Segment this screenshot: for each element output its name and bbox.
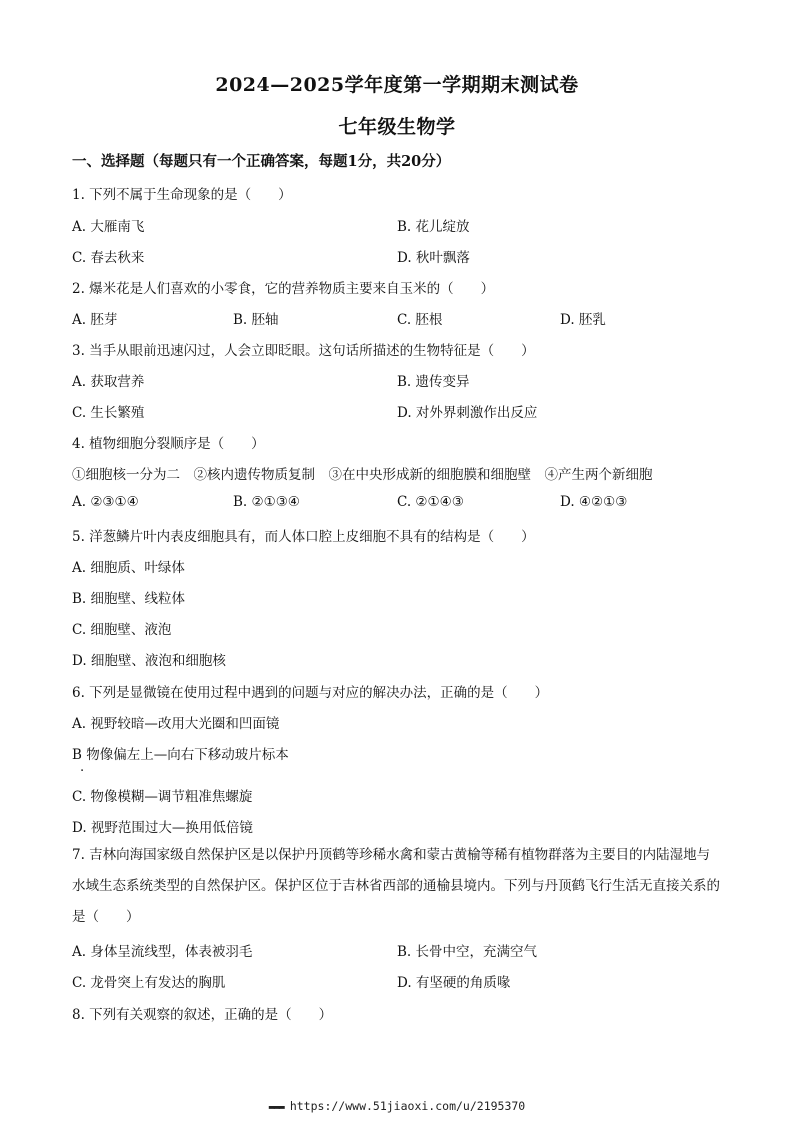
q7-option-b: B. 长骨中空，充满空气 (397, 944, 538, 960)
footer-url[interactable]: https://www.51jiaoxi.com/u/2195370 (289, 1099, 526, 1113)
q7-option-a: A. 身体呈流线型，体表被羽毛 (72, 944, 253, 960)
q7-option-d: D. 有坚硬的角质喙 (397, 975, 511, 991)
q4-steps: ①细胞核一分为二 ②核内遗传物质复制 ③在中央形成新的细胞膜和细胞壁 ④产生两个新细胞 (72, 467, 653, 483)
q5-option-a: A. 细胞质、叶绿体 (72, 560, 185, 576)
q5-option-d: D. 细胞壁、液泡和细胞核 (72, 653, 226, 669)
q3-option-d: D. 对外界刺激作出反应 (397, 405, 538, 421)
question-5-stem: 5. 洋葱鳞片叶内表皮细胞具有，而人体口腔上皮细胞不具有的结构是（ ） (72, 529, 535, 545)
stray-dot: . (80, 760, 85, 775)
question-7-stem: 7. 吉林向海国家级自然保护区是以保护丹顶鹤等珍稀水禽和蒙古黄榆等稀有植物群落为主要目的内陆湿地与水域生态系统类型的自然保护区。保护区位于吉林省西部的通榆县境内。下列与丹顶鹤飞行生活无直接关系的是（ ） (72, 847, 720, 925)
question-3-stem: 3. 当手从眼前迅速闪过，人会立即眨眼。这句话所描述的生物特征是（ ） (72, 343, 535, 359)
q1-option-c: C. 春去秋来 (72, 250, 145, 266)
q4-option-b: B. ②①③④ (233, 494, 300, 510)
q2-option-b: B. 胚轴 (233, 312, 279, 328)
q1-option-d: D. 秋叶飘落 (397, 250, 470, 266)
q1-option-a: A. 大雁南飞 (72, 219, 145, 235)
section-heading: 一、选择题（每题只有一个正确答案，每题1分，共20分） (72, 153, 451, 170)
q4-option-a: A. ②③①④ (72, 494, 139, 510)
q2-option-d: D. 胚乳 (560, 312, 606, 328)
exam-title: 2024—2025学年度第一学期期末测试卷 (215, 74, 579, 96)
watermark-mark: ▬▬▬ (268, 1102, 284, 1113)
q6-option-a: A. 视野较暗—改用大光圈和凹面镜 (72, 716, 280, 732)
q6-option-d: D. 视野范围过大—换用低倍镜 (72, 820, 253, 836)
question-1-stem: 1. 下列不属于生命现象的是（ ） (72, 187, 292, 203)
q3-option-a: A. 获取营养 (72, 374, 145, 390)
q5-option-b: B. 细胞壁、线粒体 (72, 591, 186, 607)
q3-option-b: B. 遗传变异 (397, 374, 470, 390)
q4-option-c: C. ②①④③ (397, 494, 464, 510)
question-2-stem: 2. 爆米花是人们喜欢的小零食，它的营养物质主要来自玉米的（ ） (72, 281, 495, 297)
q7-option-c: C. 龙骨突上有发达的胸肌 (72, 975, 226, 991)
exam-subtitle: 七年级生物学 (338, 116, 456, 138)
question-6-stem: 6. 下列是显微镜在使用过程中遇到的问题与对应的解决办法，正确的是（ ） (72, 685, 549, 701)
q6-option-b: B 物像偏左上—向右下移动玻片标本 (72, 747, 289, 763)
question-4-stem: 4. 植物细胞分裂顺序是（ ） (72, 436, 265, 452)
q6-option-c: C. 物像模糊—调节粗准焦螺旋 (72, 789, 253, 805)
q2-option-c: C. 胚根 (397, 312, 443, 328)
q2-option-a: A. 胚芽 (72, 312, 118, 328)
q5-option-c: C. 细胞壁、液泡 (72, 622, 172, 638)
q1-option-b: B. 花儿绽放 (397, 219, 470, 235)
q3-option-c: C. 生长繁殖 (72, 405, 145, 421)
footer (0, 1099, 794, 1113)
q4-option-d: D. ④②①③ (560, 494, 628, 510)
question-8-stem: 8. 下列有关观察的叙述，正确的是（ ） (72, 1007, 333, 1023)
